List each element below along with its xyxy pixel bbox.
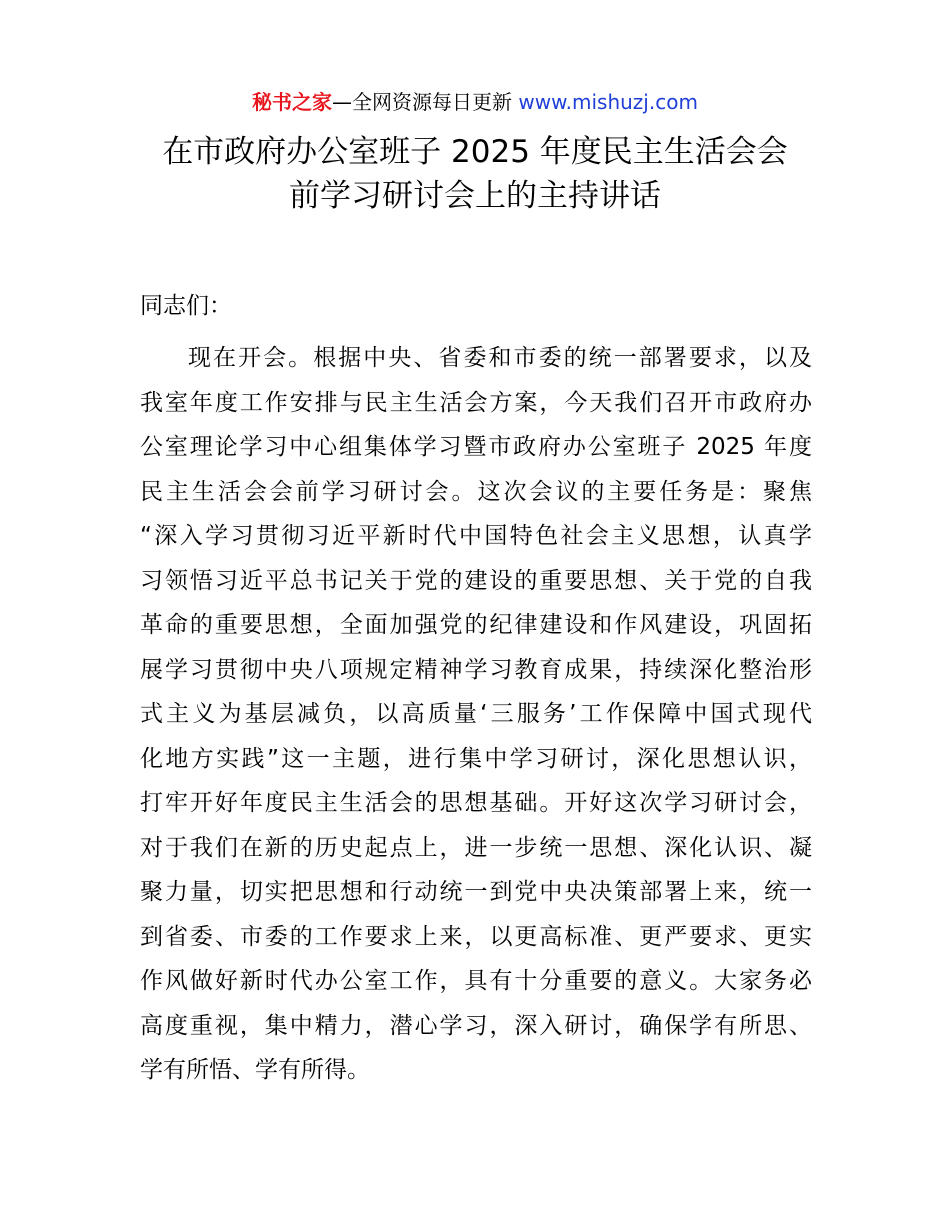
document-title [100, 130, 850, 218]
paragraph-line: 展学习贯彻中央八项规定精神学习教育成果，持续深化整治形 [140, 656, 812, 683]
paragraph-line: 打牢开好年度民主生活会的思想基础。开好这次学习研讨会， [140, 790, 812, 816]
header-tagline: —全网资源每日更新 [332, 90, 519, 114]
site-url-link[interactable]: www.mishuzj.com [518, 90, 698, 114]
paragraph-line: 我室年度工作安排与民主生活会方案，今天我们召开市政府办 [140, 389, 812, 416]
paragraph-line: 对于我们在新的历史起点上，进一步统一思想、深化认识、凝 [140, 834, 812, 861]
paragraph-line: 高度重视，集中精力，潜心学习，深入研讨，确保学有所思、 [140, 1012, 812, 1039]
paragraph-line: 民主生活会会前学习研讨会。这次会议的主要任务是：聚焦 [140, 478, 812, 505]
brand-name: 秘书之家 [252, 90, 333, 114]
paragraph-line: 作风做好新时代办公室工作，具有十分重要的意义。大家务必 [140, 968, 812, 994]
paragraph-line: “深入学习贯彻习近平新时代中国特色社会主义思想，认真学 [140, 523, 812, 549]
paragraph-line: 习领悟习近平总书记关于党的建设的重要思想、关于党的自我 [140, 567, 812, 594]
salutation: 同志们： [140, 293, 232, 319]
body-paragraph [140, 336, 812, 1093]
paragraph-line: 革命的重要思想，全面加强党的纪律建设和作风建设，巩固拓 [140, 612, 812, 638]
site-header [0, 88, 950, 116]
paragraph-line: 到省委、市委的工作要求上来，以更高标准、更严要求、更实 [140, 923, 812, 950]
paragraph-line: 化地方实践”这一主题，进行集中学习研讨，深化思想认识， [140, 745, 812, 772]
paragraph-line: 公室理论学习中心组集体学习暨市政府办公室班子 2025 年度 [140, 434, 812, 460]
paragraph-line: 现在开会。根据中央、省委和市委的统一部署要求，以及 [188, 345, 812, 371]
paragraph-line: 聚力量，切实把思想和行动统一到党中央决策部署上来，统一 [140, 879, 812, 905]
title-line: 前学习研讨会上的主持讲话 [289, 178, 661, 214]
paragraph-line: 学有所悟、学有所得。 [140, 1057, 370, 1083]
title-line: 在市政府办公室班子 2025 年度民主生活会会 [162, 134, 788, 170]
paragraph-line: 式主义为基层减负，以高质量‘三服务’工作保障中国式现代 [140, 701, 812, 727]
